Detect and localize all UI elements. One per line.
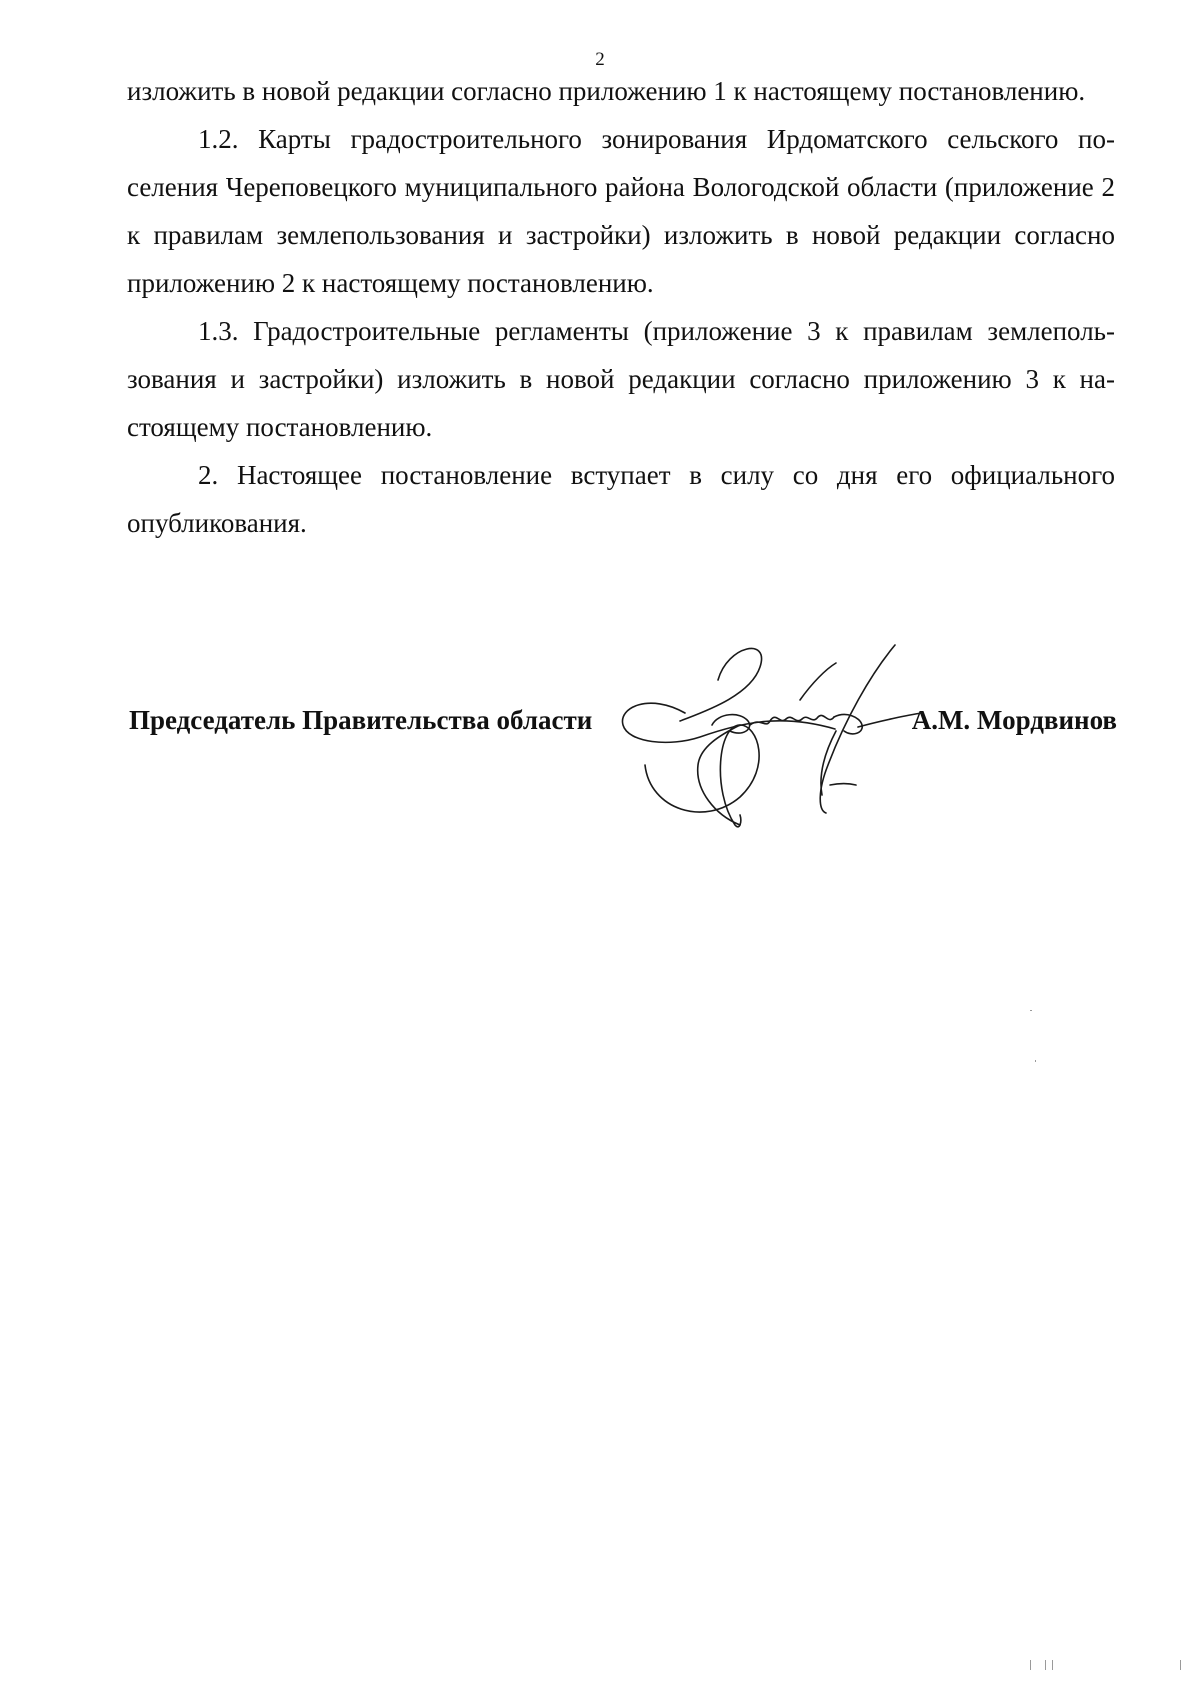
- paragraph-2: 2. Настоящее постановление вступает в силу со дня его официального опубликования.: [127, 460, 1115, 538]
- paragraph-1-3: 1.3. Градостроительные регламенты (приложение 3 к правилам землепользования и застройки) изложить в новой редакции согласно приложению 3 к настоящему постановлению.: [127, 316, 1115, 442]
- page-number: 2: [595, 49, 605, 70]
- signatory-name: А.М. Мордвинов: [911, 705, 1117, 735]
- signatory-position: Председатель Правительства области: [129, 705, 593, 735]
- scan-speck: [1030, 1010, 1032, 1011]
- paragraph-1-2: 1.2. Карты градостроительного зонирования Ирдоматского сельского поселения Череповецкого муниципального района Вологодской области (приложение 2 к правилам землепользования и застройки) изложить в новой редакции согласно приложению 2 к настоящему постановлению.: [127, 124, 1115, 298]
- signature-block: [129, 700, 1117, 740]
- scan-speck: [1030, 1660, 1031, 1670]
- scan-speck: [1035, 1060, 1036, 1062]
- scan-speck: [1180, 1660, 1181, 1670]
- paragraph-continuation: изложить в новой редакции согласно приложению 1 к настоящему постановлению.: [127, 76, 1086, 106]
- document-body: [127, 67, 1115, 547]
- scan-speck: [1052, 1660, 1053, 1670]
- scan-speck: [1045, 1660, 1046, 1670]
